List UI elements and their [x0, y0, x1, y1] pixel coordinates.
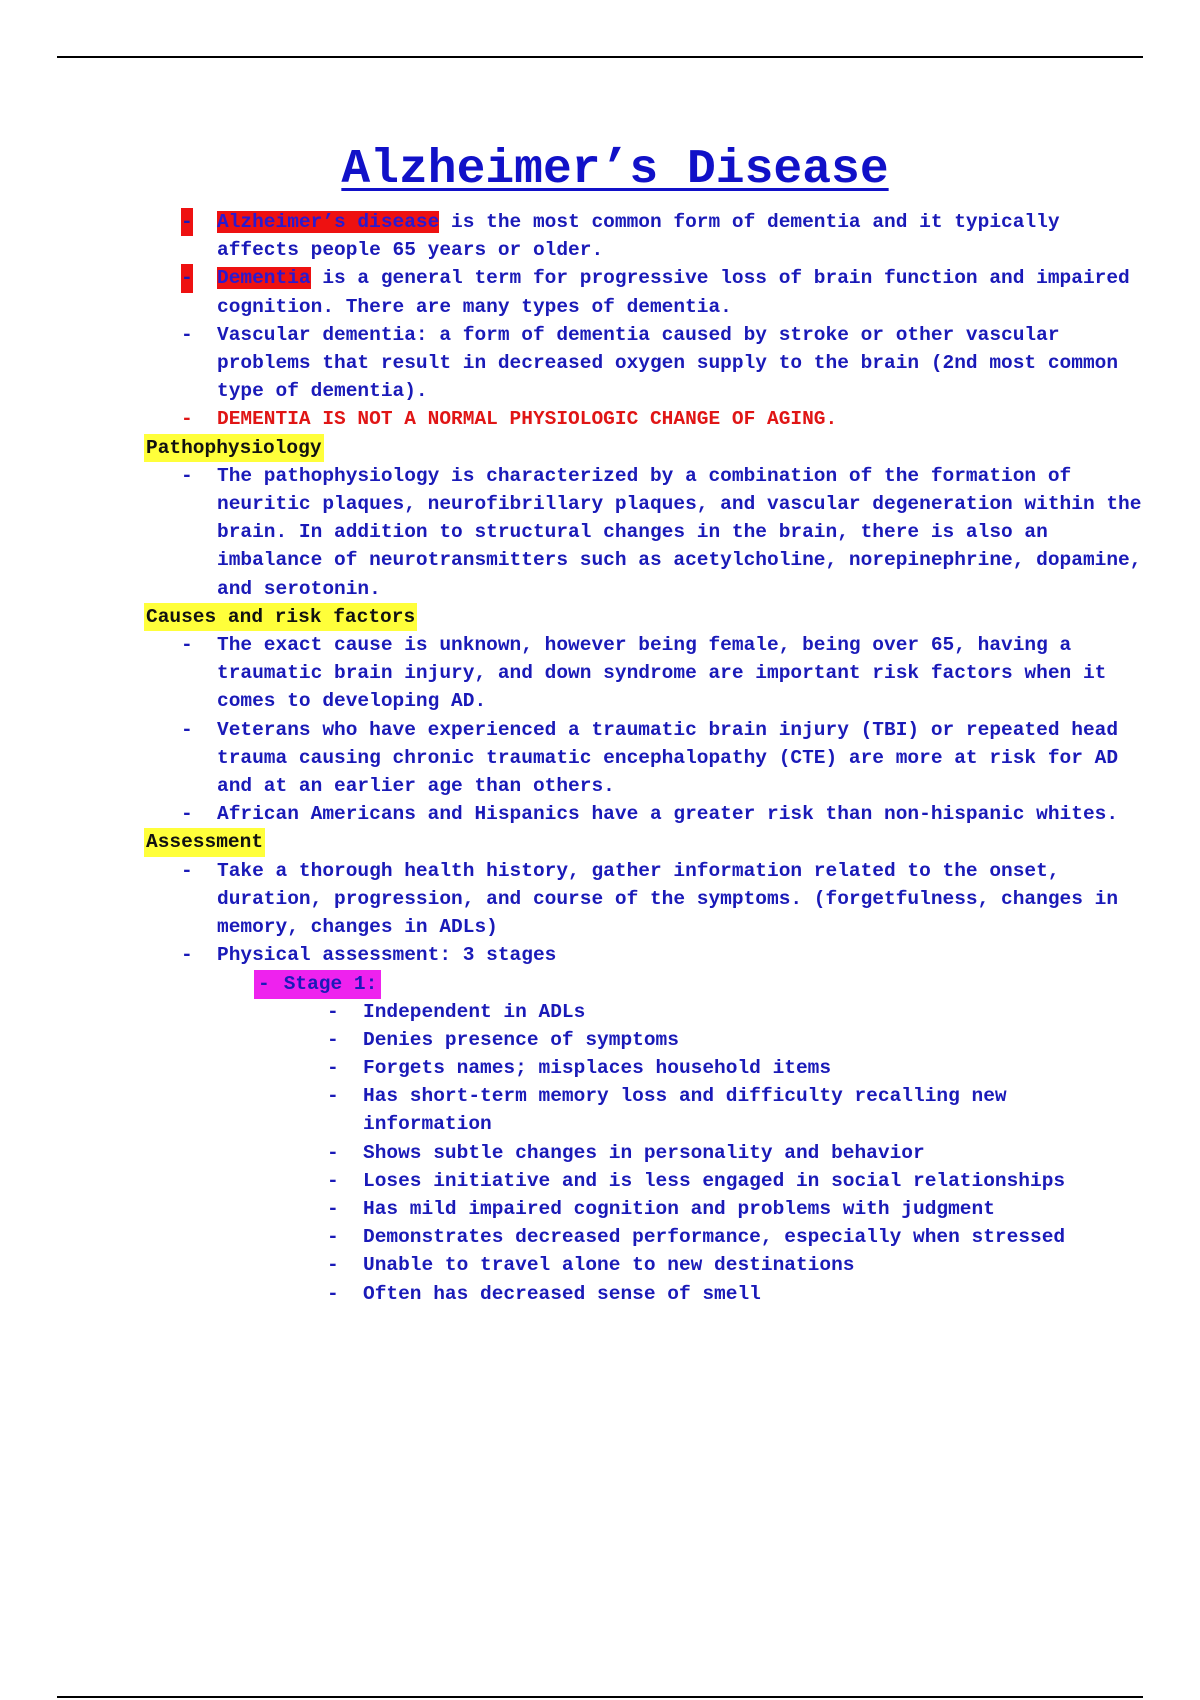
warning-item [144, 405, 1144, 433]
list-item [144, 631, 1144, 716]
stage-heading-row [144, 969, 1144, 997]
stage-item-text: Shows subtle changes in personality and behavior [363, 1141, 925, 1164]
document-body [144, 208, 1144, 1308]
bullet-dash: - [258, 973, 270, 996]
bullet-dash: - [327, 1282, 339, 1305]
bullet-dash: - [181, 208, 193, 236]
stage-list-item [144, 1167, 1144, 1195]
list-item [144, 321, 1144, 406]
bullet-dash: - [181, 718, 193, 741]
list-item [144, 941, 1144, 969]
list-item-text: The pathophysiology is characterized by a combination of the formation of neuritic plaques, neurofibrillary plaques, and vascular degeneration within the brain. In addition to structural changes in the brain, there is also an imbalance of neurotransmitters such as acetylcholine, norepinephrine, dopamine, and serotonin. [217, 464, 1142, 600]
stage-label-text: Stage 1: [283, 973, 378, 996]
list-item [144, 462, 1144, 603]
bullet-dash: - [327, 1000, 339, 1023]
warning-text: DEMENTIA IS NOT A NORMAL PHYSIOLOGIC CHANGE OF AGING. [217, 408, 838, 431]
bullet-dash: - [181, 464, 193, 487]
bullet-dash: - [181, 944, 193, 967]
list-item [144, 264, 1144, 320]
list-item-text: Physical assessment: 3 stages [217, 944, 557, 967]
bottom-rule [57, 1696, 1143, 1698]
bullet-dash: - [327, 1141, 339, 1164]
stage-list-item [144, 1082, 1144, 1138]
list-item [144, 800, 1144, 828]
stage-list-item [144, 1223, 1144, 1251]
bullet-dash: - [327, 1254, 339, 1277]
stage-list-item [144, 1251, 1144, 1279]
list-item-text: The exact cause is unknown, however being female, being over 65, having a traumatic brain injury, and down syndrome are important risk factors when it comes to developing AD. [217, 634, 1107, 713]
stage-item-text: Unable to travel alone to new destinations [363, 1254, 855, 1277]
bullet-dash: - [181, 859, 193, 882]
bullet-dash: - [181, 634, 193, 657]
list-item [144, 716, 1144, 801]
stage-item-text: Loses initiative and is less engaged in social relationships [363, 1169, 1066, 1192]
stage-list-item [144, 1026, 1144, 1054]
bullet-dash: - [327, 1057, 339, 1080]
stage-list-item [144, 998, 1144, 1026]
list-item [144, 208, 1144, 264]
bullet-dash: - [181, 264, 193, 292]
stage-item-text: Denies presence of symptoms [363, 1028, 679, 1051]
bullet-dash: - [327, 1169, 339, 1192]
stage-list-item [144, 1280, 1144, 1308]
section-heading-pathophysiology: Pathophysiology [144, 434, 324, 462]
stage-item-text: Has short-term memory loss and difficulty recalling new information [363, 1085, 1007, 1136]
stage-label [254, 970, 381, 998]
stage-item-text: Demonstrates decreased performance, especially when stressed [363, 1226, 1066, 1249]
stage-list-item [144, 1054, 1144, 1082]
bullet-dash: - [181, 408, 193, 431]
bullet-dash: - [181, 803, 193, 826]
stage-item-text: Has mild impaired cognition and problems with judgment [363, 1198, 995, 1221]
section-heading-causes: Causes and risk factors [144, 603, 417, 631]
stage-list-item [144, 1195, 1144, 1223]
bullet-dash: - [327, 1226, 339, 1249]
stage-item-text: Often has decreased sense of smell [363, 1282, 761, 1305]
highlighted-term: Dementia [217, 267, 311, 290]
stage-list-item [144, 1139, 1144, 1167]
page-title: Alzheimer’s Disease [341, 143, 889, 197]
list-item-text: Veterans who have experienced a traumatic brain injury (TBI) or repeated head trauma causing chronic traumatic encephalopathy (CTE) are more at risk for AD and at an earlier age than others. [217, 718, 1119, 798]
list-item-text: Take a thorough health history, gather information related to the onset, duration, progression, and course of the symptoms. (forgetfulness, changes in memory, changes in ADLs) [217, 859, 1119, 939]
list-item [144, 857, 1144, 942]
list-item-text: African Americans and Hispanics have a greater risk than non-hispanic whites. [217, 803, 1119, 826]
list-item-text: Vascular dementia: a form of dementia caused by stroke or other vascular problems that result in decreased oxygen supply to the brain (2nd most common type of dementia). [217, 323, 1119, 403]
bullet-dash: - [327, 1198, 339, 1221]
stage-item-text: Independent in ADLs [363, 1000, 586, 1023]
bullet-dash: - [327, 1028, 339, 1051]
list-item-text: is a general term for progressive loss of brain function and impaired cognition. There are many types of dementia. [217, 267, 1130, 318]
stage-item-text: Forgets names; misplaces household items [363, 1057, 832, 1080]
top-rule [57, 56, 1143, 58]
bullet-dash: - [181, 323, 193, 346]
list-item-text: is the most common form of dementia and it typically affects people 65 years or older. [217, 211, 1060, 262]
highlighted-term: Alzheimer’s disease [217, 211, 440, 233]
section-heading-assessment: Assessment [144, 828, 265, 856]
bullet-dash: - [327, 1085, 339, 1108]
